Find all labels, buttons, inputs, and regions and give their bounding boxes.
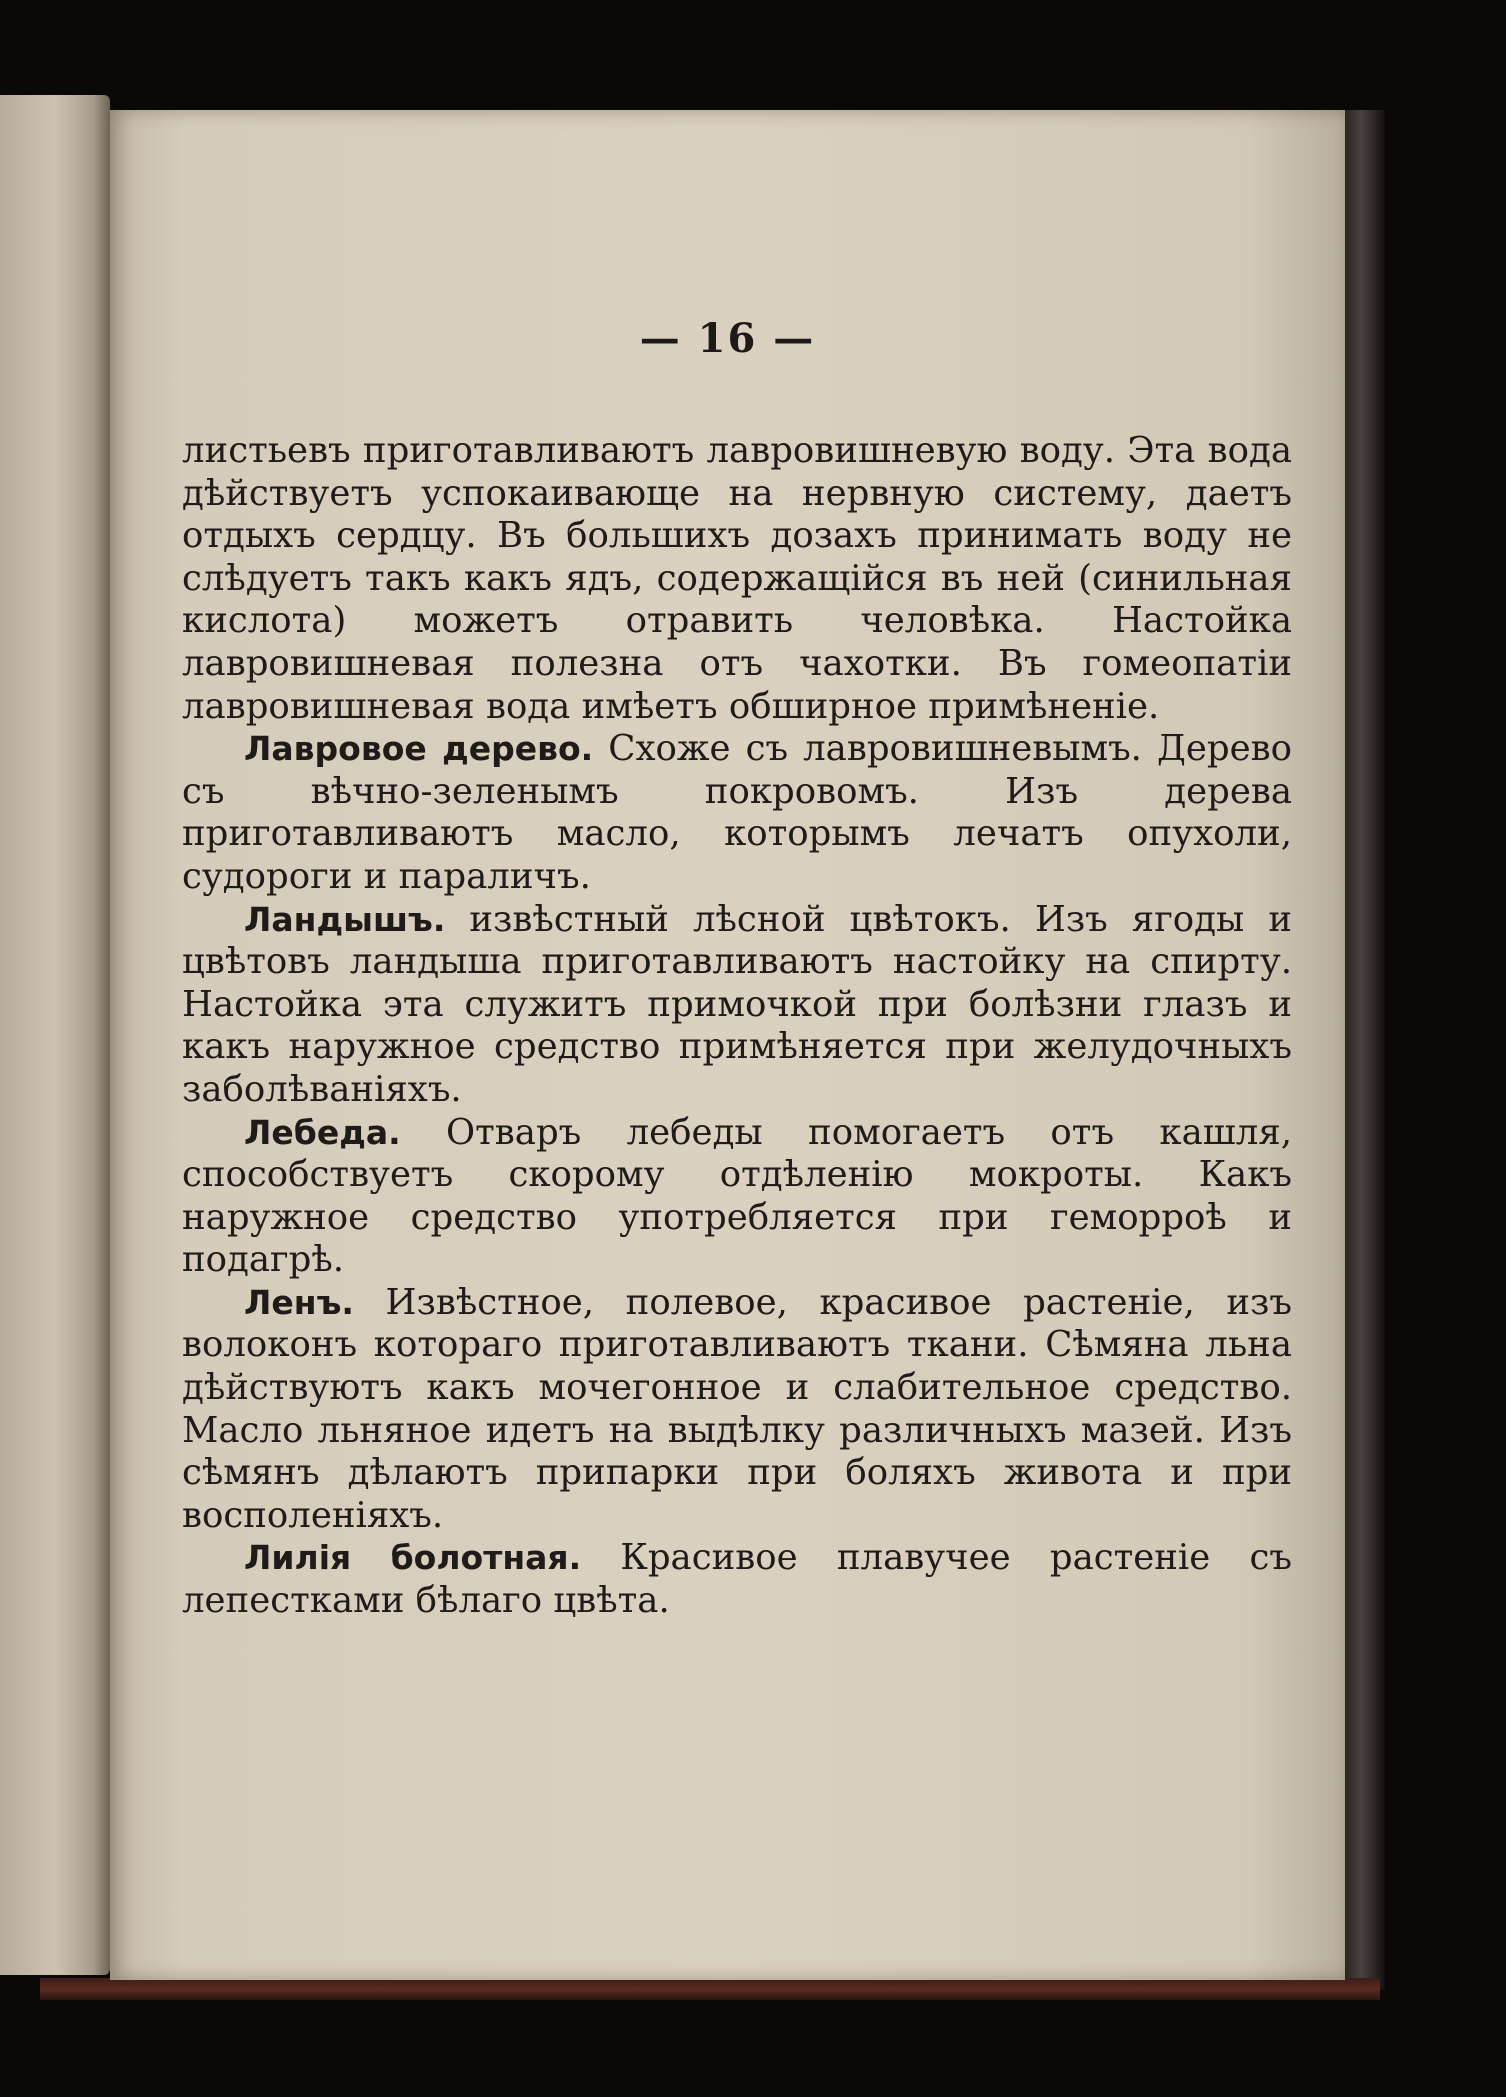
entry-landysh: [182, 899, 1292, 1112]
paragraph-text: листьевъ приготавливаютъ лавровишневую воду. Эта вода дѣйствуетъ успокаивающе на нервную систему, даетъ отдыхъ сердцу. Въ большихъ дозахъ принимать воду не слѣдуетъ такъ какъ ядъ, содержащiйся въ ней (синильная кислота) можетъ отравить человѣка. Настойка лавровишневая полезна отъ чахотки. Въ гомеопатiи лавровишневая вода имѣетъ обширное примѣненiе.: [182, 430, 1292, 727]
entry-text: Отваръ лебеды помогаетъ отъ кашля, способствуетъ скорому отдѣленiю мокроты. Какъ наружное средство употребляется при геморроѣ и подагрѣ.: [182, 1111, 1292, 1281]
paragraph-continued: [182, 430, 1292, 728]
entry-term: Лавровое дерево.: [244, 729, 594, 769]
facing-page-edge: [0, 95, 110, 1975]
entry-term: Лебеда.: [244, 1112, 401, 1152]
entry-term: Ленъ.: [244, 1282, 354, 1322]
entry-term: Ландышъ.: [244, 899, 446, 939]
entry-text: извѣстный лѣсной цвѣтокъ. Изъ ягоды и цвѣтовъ ландыша приготавливаютъ настойку на спирту. Настойка эта служитъ примочкой при болѣзни глазъ и какъ наружное средство примѣняется при желудочныхъ заболѣванiяхъ.: [182, 898, 1292, 1110]
entry-text: Схоже съ лавровишневымъ. Дерево съ вѣчно-зеленымъ покровомъ. Изъ дерева приготавливаютъ масло, которымъ лечатъ опухоли, судороги и параличъ.: [182, 728, 1293, 897]
entry-term: Лилiя болотная.: [244, 1538, 582, 1578]
entry-text: Красивое плавучее растенiе съ лепестками бѣлаго цвѣта.: [182, 1537, 1292, 1622]
entry-lebeda: [182, 1112, 1292, 1282]
entry-len: [182, 1282, 1292, 1538]
page-text: [182, 430, 1292, 1623]
entry-text: Извѣстное, полевое, красивое растенiе, изъ волоконъ котораго приготавливаютъ ткани. Сѣмяна льна дѣйствуютъ какъ мочегонное и слабительное средство. Масло льняное идетъ на выдѣлку различныхъ мазей. Изъ сѣмянъ дѣлаютъ припарки при боляхъ живота и при восполенiяхъ.: [182, 1281, 1292, 1536]
page-number: — 16 —: [639, 315, 816, 362]
book-cover-edge: [40, 1978, 1380, 2000]
entry-liliya: [182, 1537, 1292, 1622]
entry-lavr-tree: [182, 728, 1292, 898]
book-spine: [1345, 110, 1385, 1990]
book-page: [110, 110, 1345, 1980]
